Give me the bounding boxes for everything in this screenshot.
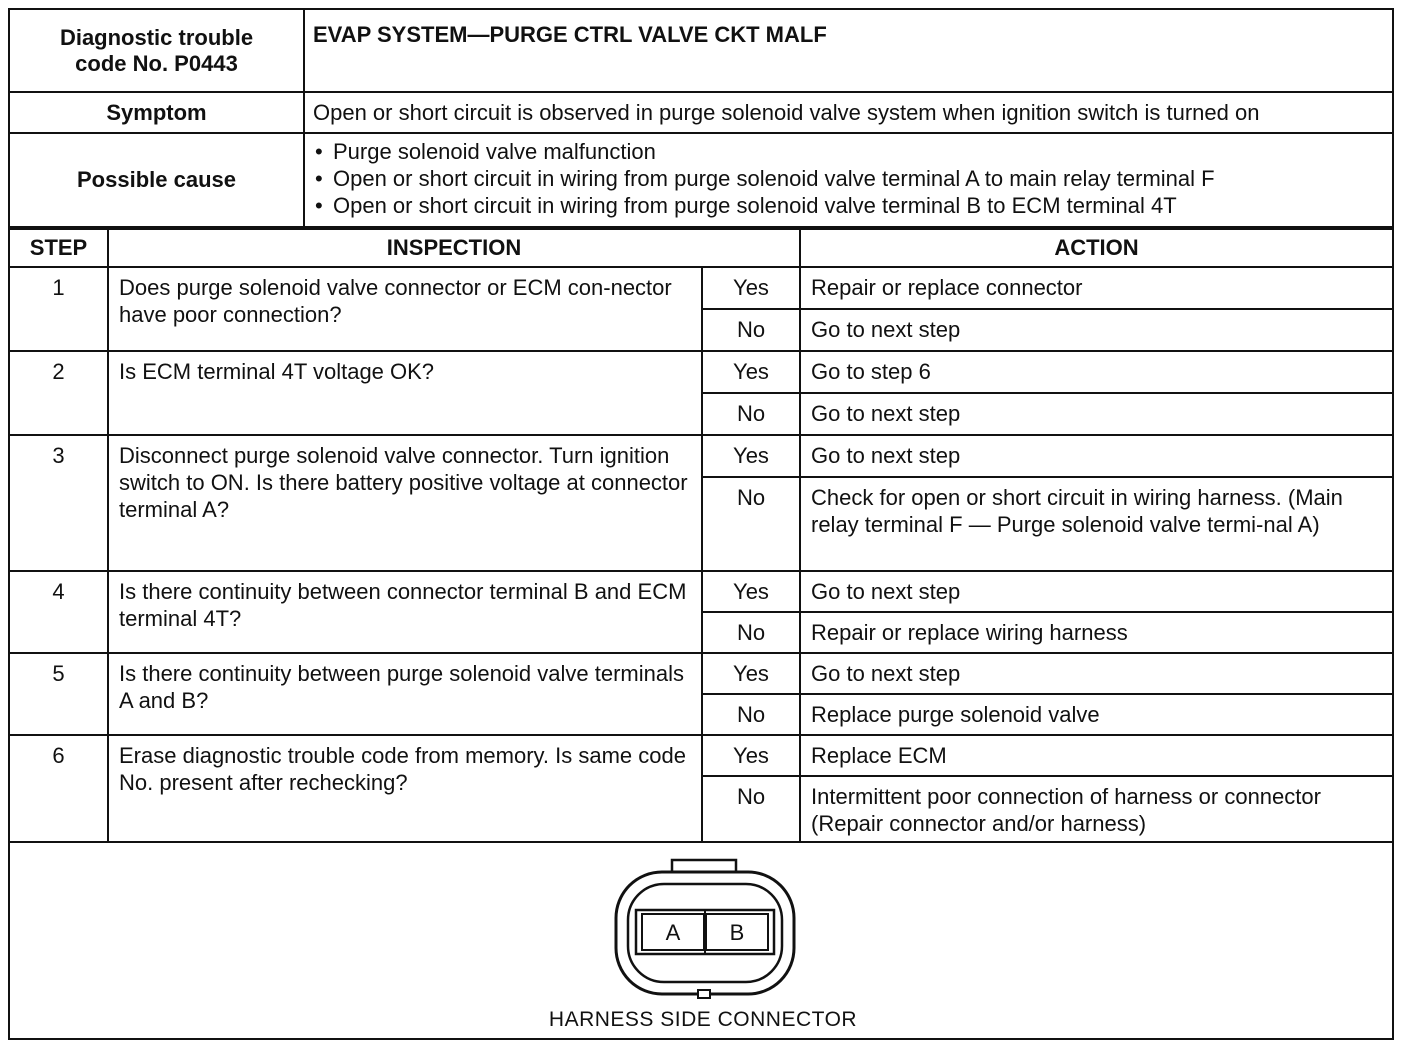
connector-diagram-icon [610, 856, 800, 1006]
diagnostic-sheet [8, 8, 1394, 1040]
yes-action: Replace ECM [800, 735, 1392, 776]
cause-item: • Open or short circuit in wiring from purge solenoid valve terminal A to main relay terminal F [313, 165, 1384, 192]
dtc-header-table [10, 10, 1392, 228]
step-number: 3 [10, 435, 108, 571]
yes-label: Yes [702, 653, 800, 694]
yes-action: Go to step 6 [800, 351, 1392, 393]
yes-action: Go to next step [800, 435, 1392, 477]
no-label: No [702, 612, 800, 653]
pin-b-label: B [729, 920, 745, 945]
yes-action: Repair or replace connector [800, 267, 1392, 309]
step-inspection: Erase diagnostic trouble code from memory. Is same code No. present after rechecking? [108, 735, 702, 842]
connector-figure [10, 844, 1392, 1038]
no-label: No [702, 309, 800, 351]
step-inspection: Disconnect purge solenoid valve connector. Turn ignition switch to ON. Is there battery positive voltage at connector terminal A? [108, 435, 702, 571]
yes-label: Yes [702, 267, 800, 309]
no-action: Go to next step [800, 393, 1392, 435]
cause-list [313, 134, 1384, 221]
cause-label: Possible cause [10, 133, 304, 227]
no-action: Repair or replace wiring harness [800, 612, 1392, 653]
step-inspection: Is there continuity between connector terminal B and ECM terminal 4T? [108, 571, 702, 653]
no-label: No [702, 776, 800, 842]
yes-label: Yes [702, 435, 800, 477]
no-label: No [702, 393, 800, 435]
no-label: No [702, 477, 800, 571]
figure-caption: HARNESS SIDE CONNECTOR [548, 1008, 858, 1031]
step-number: 6 [10, 735, 108, 842]
no-action: Check for open or short circuit in wiring harness. (Main relay terminal F — Purge solenoid valve termi-nal A) [800, 477, 1392, 571]
yes-action: Go to next step [800, 653, 1392, 694]
cause-item: • Purge solenoid valve malfunction [313, 138, 1384, 165]
step-inspection: Is ECM terminal 4T voltage OK? [108, 351, 702, 435]
cause-list-cell [304, 133, 1392, 227]
step-inspection: Does purge solenoid valve connector or ECM con-nector have poor connection? [108, 267, 702, 351]
col-header-inspection: INSPECTION [108, 229, 800, 267]
yes-action: Go to next step [800, 571, 1392, 612]
yes-label: Yes [702, 351, 800, 393]
col-header-action: ACTION [800, 229, 1392, 267]
cause-item: • Open or short circuit in wiring from purge solenoid valve terminal B to ECM terminal 4T [313, 192, 1384, 219]
step-number: 2 [10, 351, 108, 435]
step-number: 1 [10, 267, 108, 351]
symptom-text: Open or short circuit is observed in purge solenoid valve system when ignition switch is turned on [304, 92, 1392, 133]
no-action: Intermittent poor connection of harness or connector (Repair connector and/or harness) [800, 776, 1392, 842]
no-label: No [702, 694, 800, 735]
col-header-step: STEP [10, 229, 108, 267]
pin-a-label: A [665, 920, 681, 945]
dtc-label: Diagnostic trouble code No. P0443 [10, 10, 304, 92]
step-number: 4 [10, 571, 108, 653]
yes-label: Yes [702, 571, 800, 612]
no-action: Replace purge solenoid valve [800, 694, 1392, 735]
step-inspection: Is there continuity between purge solenoid valve terminals A and B? [108, 653, 702, 735]
yes-label: Yes [702, 735, 800, 776]
symptom-label: Symptom [10, 92, 304, 133]
no-action: Go to next step [800, 309, 1392, 351]
step-number: 5 [10, 653, 108, 735]
steps-table [10, 228, 1392, 843]
dtc-title: EVAP SYSTEM—PURGE CTRL VALVE CKT MALF [304, 10, 1392, 92]
